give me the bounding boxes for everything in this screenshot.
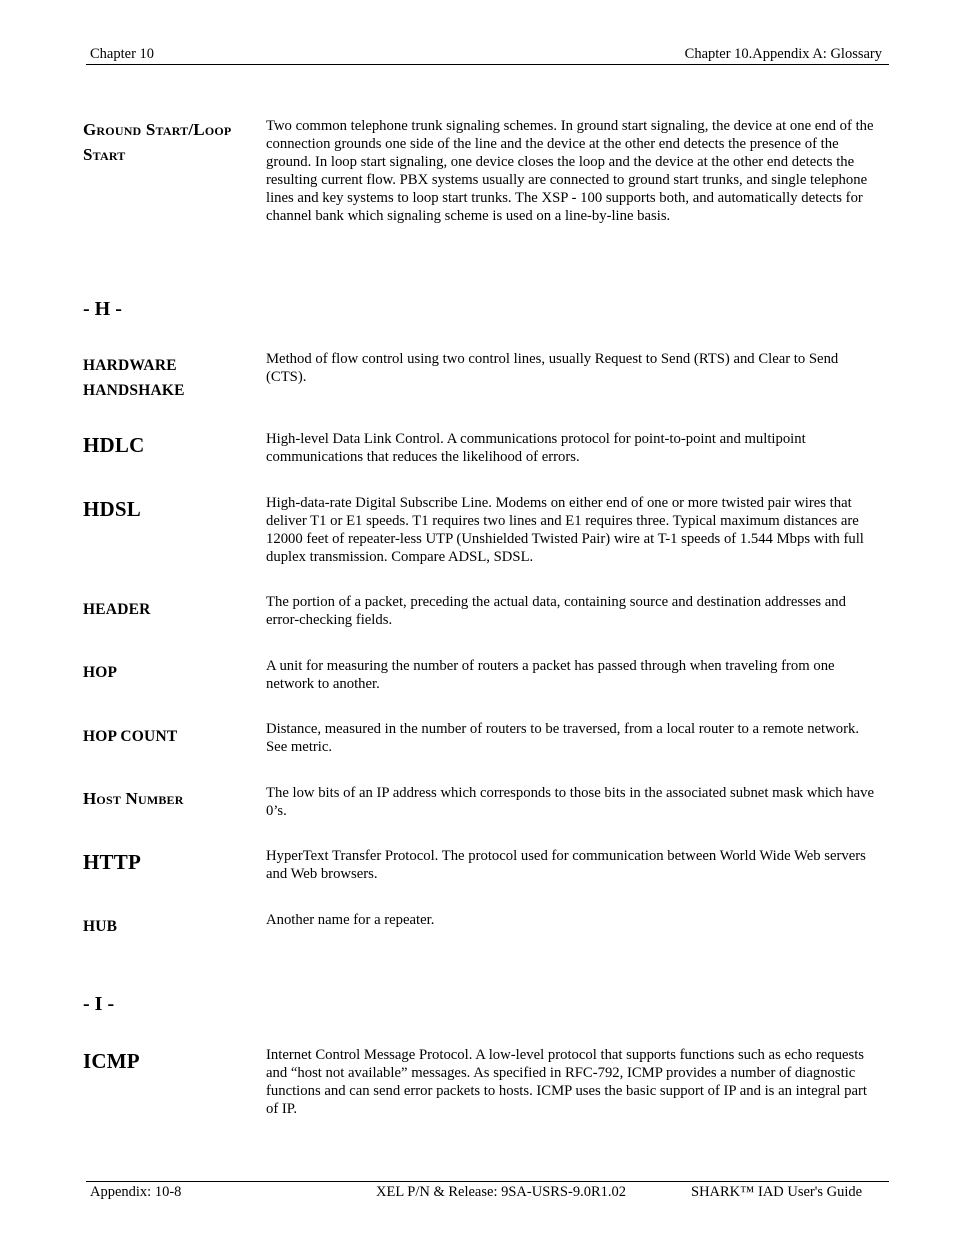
- glossary-definition: Internet Control Message Protocol. A low-level protocol that supports functions such as echo requests and “host not available” messages. As specified in RFC-792, ICMP provides a number of diagnostic functions and can send error packets to hosts. ICMP uses the basic support of IP and is an integral part of IP.: [266, 1047, 867, 1117]
- glossary-term: HDLC: [83, 433, 145, 457]
- page-header-title: Chapter 10.Appendix A: Glossary: [684, 46, 882, 62]
- page-header-chapter: Chapter 10: [90, 46, 155, 62]
- footer-release: XEL P/N & Release: 9SA-USRS-9.0R1.02: [376, 1184, 626, 1200]
- glossary-definition: The low bits of an IP address which corresponds to those bits in the associated subnet mask which have 0’s.: [266, 785, 875, 819]
- footer-page-number: Appendix: 10-8: [90, 1184, 182, 1200]
- header-rule: [86, 64, 889, 65]
- glossary-definition: The portion of a packet, preceding the actual data, containing source and destination addresses and error-checking fields.: [266, 594, 846, 628]
- glossary-term: HTTP: [83, 850, 141, 874]
- glossary-term: HOP: [83, 664, 118, 681]
- glossary-term: HOP COUNT: [83, 728, 178, 745]
- glossary-term: Host Number: [83, 789, 184, 808]
- glossary-term: ICMP: [83, 1049, 140, 1073]
- glossary-definition: Distance, measured in the number of routers to be traversed, from a local router to a remote network. See metric.: [266, 721, 859, 755]
- glossary-definition: HyperText Transfer Protocol. The protocol used for communication between World Wide Web servers and Web browsers.: [266, 848, 866, 882]
- glossary-definition: Two common telephone trunk signaling schemes. In ground start signaling, the device at one end of the connection grounds one side of the line and the device at the other end detects the presence of the ground. In loop start signaling, one device closes the loop and the device at the other end detects the resulting current flow. PBX systems usually are connected to ground start trunks, and single telephone lines and key systems to loop start trunks. The XSP - 100 supports both, and automatically detects for channel bank which signaling scheme is used on a line-by-line basis.: [266, 118, 874, 224]
- glossary-definition: High-level Data Link Control. A communications protocol for point-to-point and multipoint communications that reduces the likelihood of errors.: [266, 431, 806, 465]
- glossary-term: HEADER: [83, 601, 151, 618]
- glossary-term: Ground Start/Loop Start: [83, 120, 232, 164]
- glossary-definition: A unit for measuring the number of routers a packet has passed through when traveling from one network to another.: [266, 658, 835, 692]
- glossary-term: HDSL: [83, 497, 141, 521]
- section-heading-h: - H -: [83, 298, 122, 320]
- glossary-definition: Method of flow control using two control lines, usually Request to Send (RTS) and Clear to Send (CTS).: [266, 351, 839, 385]
- glossary-term: HUB: [83, 918, 118, 935]
- footer-guide-title: SHARK™ IAD User's Guide: [691, 1184, 863, 1200]
- glossary-definition: High-data-rate Digital Subscribe Line. Modems on either end of one or more twisted pair wires that deliver T1 or E1 speeds. T1 requires two lines and E1 requires three. Typical maximum distances are 12000 feet of repeater-less UTP (Unshielded Twisted Pair) wire at T-1 speeds of 1.544 Mbps with full duplex transmission. Compare ADSL, SDSL.: [266, 495, 864, 565]
- glossary-definition: Another name for a repeater.: [266, 912, 435, 928]
- section-heading-i: - I -: [83, 993, 115, 1015]
- footer-rule: [86, 1181, 889, 1182]
- glossary-term: HARDWARE HANDSHAKE: [83, 357, 185, 399]
